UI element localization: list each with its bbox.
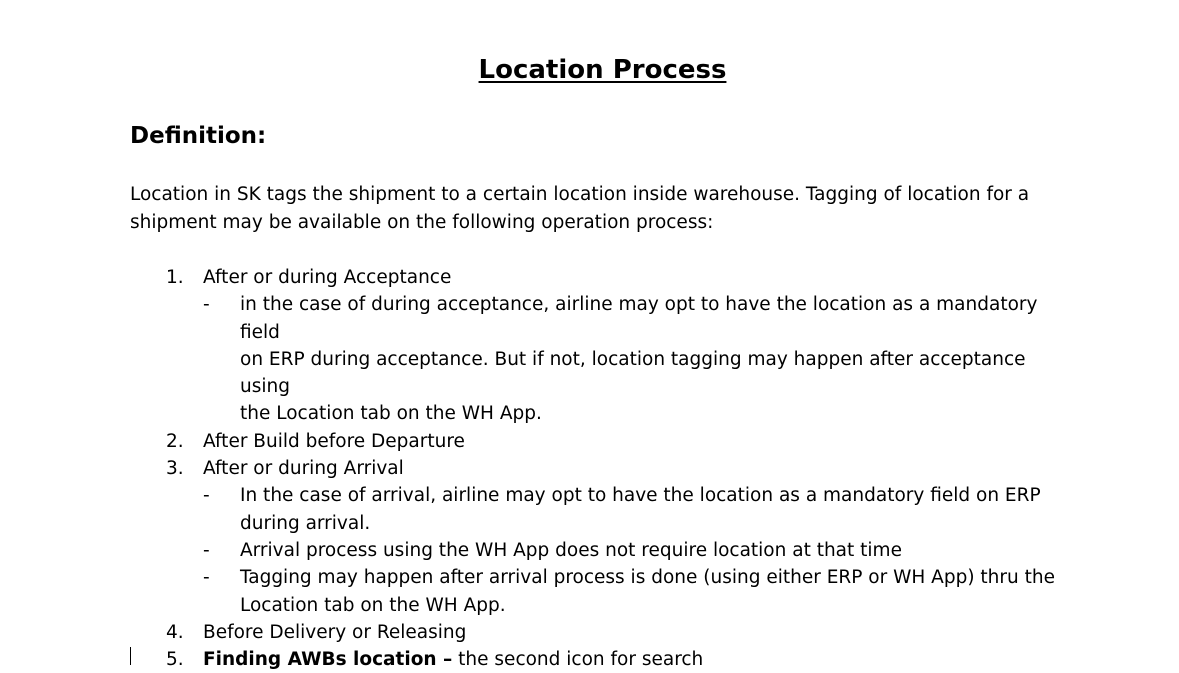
list-number: 3. <box>166 458 184 480</box>
sub-text-line: in the case of during acceptance, airline may opt to have the location as a mandatory field <box>240 294 1038 343</box>
sub-text-line: Tagging may happen after arrival process is done (using either ERP or WH App) thru the <box>240 567 1055 589</box>
list-number: 2. <box>166 430 184 452</box>
sub-text-line: In the case of arrival, airline may opt to have the location as a mandatory field on ERP <box>240 485 1041 507</box>
list-item-text: After or during Arrival <box>203 458 404 480</box>
list-item-text: After or during Acceptance <box>203 267 452 288</box>
sub-bullet: - <box>203 294 210 316</box>
list-item <box>130 619 1070 646</box>
sub-list <box>203 291 1070 427</box>
list-item-text: the second icon for search <box>452 649 704 671</box>
intro-paragraph <box>130 181 1050 236</box>
document-title: Location Process <box>478 55 727 85</box>
sub-bullet: - <box>203 567 210 589</box>
sub-list-item <box>203 482 1070 537</box>
sub-text-line: on ERP during acceptance. But if not, location tagging may happen after acceptance using <box>240 348 1026 398</box>
list-item-text: After Build before Departure <box>203 430 465 452</box>
intro-line-1: Location in SK tags the shipment to a certain location inside warehouse. Tagging of location for a <box>130 184 1030 205</box>
sub-list-item <box>203 537 1070 564</box>
sub-bullet: - <box>203 485 210 507</box>
list-number: 4. <box>166 621 184 643</box>
list-item-bold-text: Finding AWBs location – <box>203 649 453 671</box>
definition-heading: Definition: <box>130 123 267 149</box>
list-number: 1. <box>166 267 184 288</box>
sub-text-line: Arrival process using the WH App does not require location at that time <box>240 539 902 561</box>
list-item <box>130 646 1070 673</box>
text-cursor[interactable] <box>130 647 131 665</box>
sub-list-item <box>203 564 1070 619</box>
list-item-text: Before Delivery or Releasing <box>203 621 467 643</box>
process-list <box>130 264 1070 673</box>
sub-bullet: - <box>203 539 210 561</box>
list-item <box>130 428 1070 455</box>
list-number: 5. <box>166 649 184 671</box>
sub-text-line: the Location tab on the WH App. <box>240 403 542 425</box>
sub-list <box>203 482 1070 618</box>
sub-text-line: during arrival. <box>240 512 371 534</box>
sub-list-item <box>203 291 1070 427</box>
sub-text-line: Location tab on the WH App. <box>240 594 506 616</box>
intro-line-2: shipment may be available on the following operation process: <box>130 211 714 233</box>
list-item <box>130 264 1070 428</box>
list-item <box>130 455 1070 619</box>
